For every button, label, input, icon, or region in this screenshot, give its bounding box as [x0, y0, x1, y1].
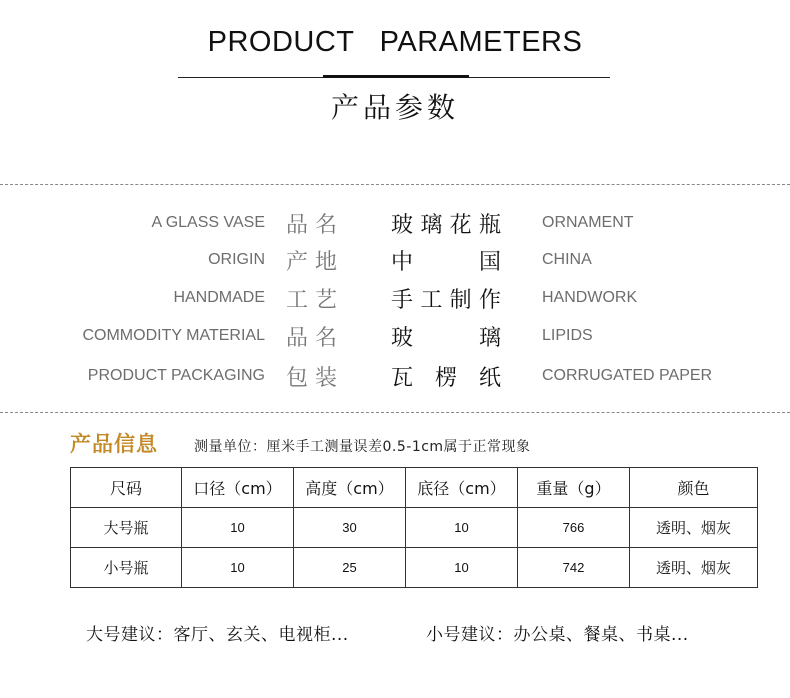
page-title: PRODUCT PARAMETERS	[207, 26, 583, 58]
table-cell: 10	[406, 548, 518, 588]
table-cell: 10	[182, 548, 294, 588]
table-cell: 透明、烟灰	[630, 508, 758, 548]
param-value: 瓦 楞 纸	[391, 366, 501, 391]
size-table	[70, 467, 758, 588]
table-cell: 小号瓶	[71, 548, 182, 588]
param-value: 玻 璃	[391, 326, 501, 351]
param-value: 中 国	[391, 250, 501, 275]
table-cell: 10	[406, 508, 518, 548]
table-header-cell: 口径（cm）	[182, 468, 294, 508]
large-suggestion: 大号建议：客厅、玄关、电视柜...	[86, 625, 349, 645]
param-cn-label: 产地	[286, 250, 345, 275]
param-en-label: A GLASS VASE	[151, 214, 265, 231]
param-en-value: CORRUGATED PAPER	[542, 367, 713, 384]
table-header-cell: 重量（g）	[518, 468, 630, 508]
param-en-value: CHINA	[542, 251, 592, 268]
param-en-label: COMMODITY MATERIAL	[82, 327, 265, 344]
param-row	[0, 283, 790, 315]
param-en-label: ORIGIN	[208, 251, 265, 268]
table-cell: 30	[294, 508, 406, 548]
param-en-label: PRODUCT PACKAGING	[87, 367, 265, 384]
param-value: 玻 璃 花 瓶	[391, 213, 501, 238]
param-cn-label: 品名	[286, 326, 345, 351]
param-row	[0, 321, 790, 353]
table-header-row	[71, 468, 758, 508]
table-cell: 25	[294, 548, 406, 588]
table-row	[71, 548, 758, 588]
param-row	[0, 208, 790, 240]
param-value: 手 工 制 作	[391, 288, 501, 313]
divider-middle	[0, 412, 790, 413]
table-cell: 766	[518, 508, 630, 548]
table-cell: 透明、烟灰	[630, 548, 758, 588]
param-row	[0, 245, 790, 277]
table-cell: 742	[518, 548, 630, 588]
table-row	[71, 508, 758, 548]
param-en-value: ORNAMENT	[542, 214, 634, 231]
param-en-value: HANDWORK	[542, 289, 638, 306]
small-suggestion: 小号建议：办公桌、餐桌、书桌...	[426, 625, 689, 645]
param-row	[0, 361, 790, 393]
measurement-note: 测量单位：厘米手工测量误差0.5-1cm属于正常现象	[194, 439, 531, 455]
info-heading: 产品信息	[70, 432, 158, 456]
param-en-label: HANDMADE	[173, 289, 265, 306]
table-cell: 大号瓶	[71, 508, 182, 548]
param-cn-label: 工艺	[286, 288, 345, 313]
divider-top	[0, 184, 790, 185]
param-cn-label: 品名	[286, 213, 345, 238]
table-header-cell: 颜色	[630, 468, 758, 508]
table-cell: 10	[182, 508, 294, 548]
title-underline-accent	[323, 75, 469, 78]
table-header-cell: 尺码	[71, 468, 182, 508]
param-cn-label: 包装	[286, 366, 345, 391]
table-header-cell: 高度（cm）	[294, 468, 406, 508]
param-en-value: LIPIDS	[542, 327, 593, 344]
page-subtitle: 产品参数	[330, 91, 459, 124]
table-header-cell: 底径（cm）	[406, 468, 518, 508]
